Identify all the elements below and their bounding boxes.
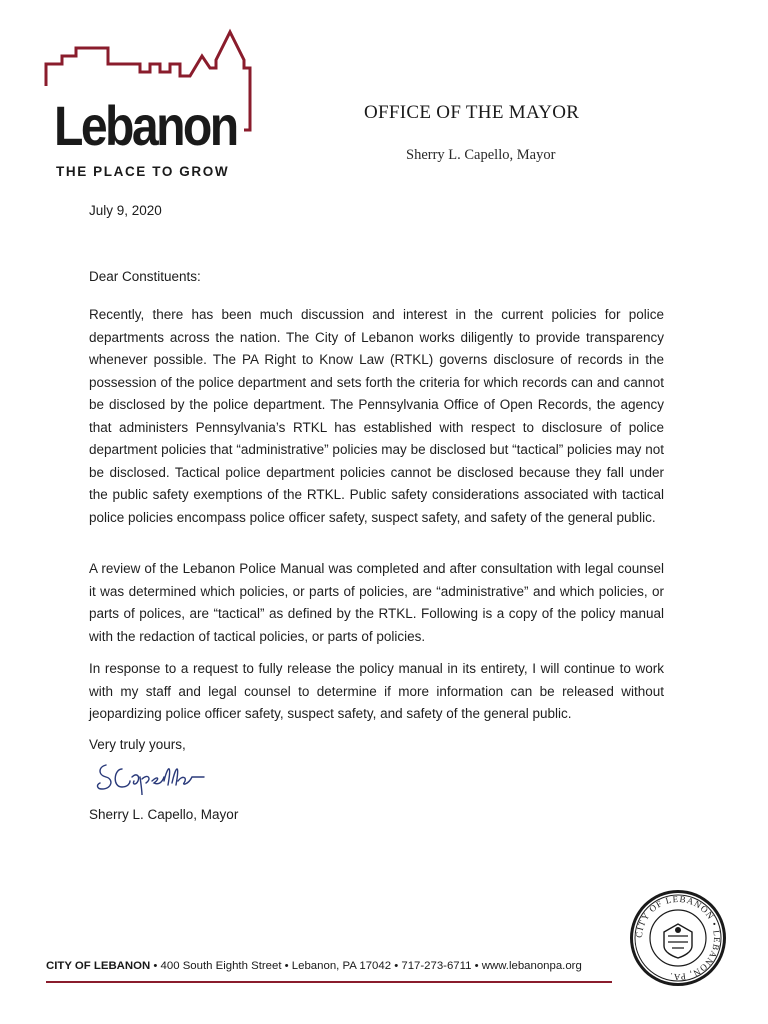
closing: Very truly yours, bbox=[89, 737, 186, 752]
footer-address-line bbox=[46, 960, 626, 972]
handwritten-signature bbox=[92, 755, 212, 795]
letter-date: July 9, 2020 bbox=[89, 203, 162, 218]
logo-tagline: THE PLACE TO GROW bbox=[56, 164, 230, 179]
city-logo bbox=[40, 24, 270, 179]
salutation: Dear Constituents: bbox=[89, 269, 201, 284]
logo-wordmark: Lebanon bbox=[54, 94, 237, 157]
paragraph-2: A review of the Lebanon Police Manual was completed and after consultation with legal counsel it was determined which policies, or parts of policies, are “administrative” and which policies, or parts of polices, are “tactical” as defined by the RTKL. Following is a copy of the policy manual with the redaction of tactical policies, or parts of policies. bbox=[89, 561, 664, 644]
seal-text: CITY OF LEBANON • LEBANON, PA. bbox=[633, 893, 723, 983]
footer-address: • 400 South Eighth Street • Lebanon, PA 17042 • 717-273-6711 • www.lebanonpa.org bbox=[150, 960, 582, 972]
signer-name: Sherry L. Capello, Mayor bbox=[89, 807, 239, 822]
footer-divider bbox=[46, 981, 612, 983]
office-title: OFFICE OF THE MAYOR bbox=[364, 102, 580, 123]
paragraph-3: In response to a request to fully release the policy manual in its entirety, I will continue to work with my staff and legal counsel to determine if more information can be released without jeopardizing police officer safety, suspect safety, and safety of the general public. bbox=[89, 661, 664, 721]
mayor-name-heading: Sherry L. Capello, Mayor bbox=[406, 147, 556, 163]
paragraph-1: Recently, there has been much discussion and interest in the current policies for police departments across the nation. The City of Lebanon works diligently to provide transparency whenever possible. The PA Right to Know Law (RTKL) governs disclosure of records in the possession of the police department and sets forth the criteria for which records can and cannot be disclosed by the police department. The Pennsylvania Office of Open Records, the agency that administers Pennsylvania’s RTKL has established with respect to disclosure of police department policies that “administrative” policies may be disclosed but “tactical” policies may not be disclosed. Tactical police department policies cannot be disclosed because they fall under the public safety exemptions of the RTKL. Public safety considerations associated with tactical police policies encompass police officer safety, suspect safety, and safety of the general public. bbox=[89, 307, 664, 525]
city-seal bbox=[628, 888, 728, 988]
footer-city: CITY OF LEBANON bbox=[46, 960, 151, 972]
